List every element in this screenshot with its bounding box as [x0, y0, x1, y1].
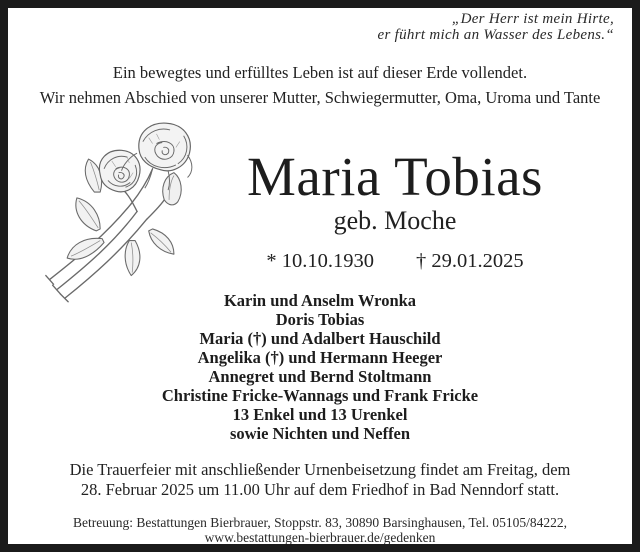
mourner-line: Maria (†) und Adalbert Hauschild: [199, 329, 441, 348]
mourner-line: 13 Enkel und 13 Urenkel: [232, 405, 408, 424]
quote-line-1: „Der Herr ist mein Hirte,: [451, 11, 614, 27]
mourner-line: Annegret und Bernd Stoltmann: [208, 367, 432, 386]
roses-icon: [40, 118, 205, 303]
scripture-quote: [378, 11, 615, 43]
maiden-name: geb. Moche: [333, 206, 457, 235]
death-date: † 29.01.2025: [416, 250, 524, 272]
funeral-home-info: [8, 515, 632, 545]
mourner-line: Doris Tobias: [275, 310, 365, 329]
deceased-name: Maria Tobias: [247, 146, 543, 207]
intro-line-1: Ein bewegtes und erfülltes Leben ist auf dieser Erde vollendet.: [112, 63, 528, 82]
mourner-line: sowie Nichten und Neffen: [229, 424, 411, 443]
mourners-list: [8, 291, 632, 443]
funeral-home-address: Betreuung: Bestattungen Bierbrauer, Stoppstr. 83, 30890 Barsinghausen, Tel. 05105/84222,: [73, 515, 567, 530]
funeral-info: [8, 460, 632, 499]
mourner-line: Karin und Anselm Wronka: [223, 291, 417, 310]
memorial-website: www.bestattungen-bierbrauer.de/gedenken: [204, 530, 436, 545]
mourner-line: Angelika (†) und Hermann Heeger: [197, 348, 443, 367]
mourner-line: Christine Fricke-Wannags und Frank Fricke: [161, 386, 479, 405]
quote-line-2: er führt mich an Wasser des Lebens.“: [377, 27, 614, 43]
birth-date: * 10.10.1930: [266, 250, 374, 272]
funeral-line-1: Die Trauerfeier mit anschließender Urnenbeisetzung findet am Freitag, dem: [69, 460, 571, 479]
intro-line-2: Wir nehmen Abschied von unserer Mutter, Schwiegermutter, Oma, Uroma und Tante: [39, 88, 601, 107]
funeral-line-2: 28. Februar 2025 um 11.00 Uhr auf dem Friedhof in Bad Nenndorf statt.: [80, 479, 560, 499]
intro-text: [8, 60, 632, 110]
life-dates: [215, 249, 575, 273]
